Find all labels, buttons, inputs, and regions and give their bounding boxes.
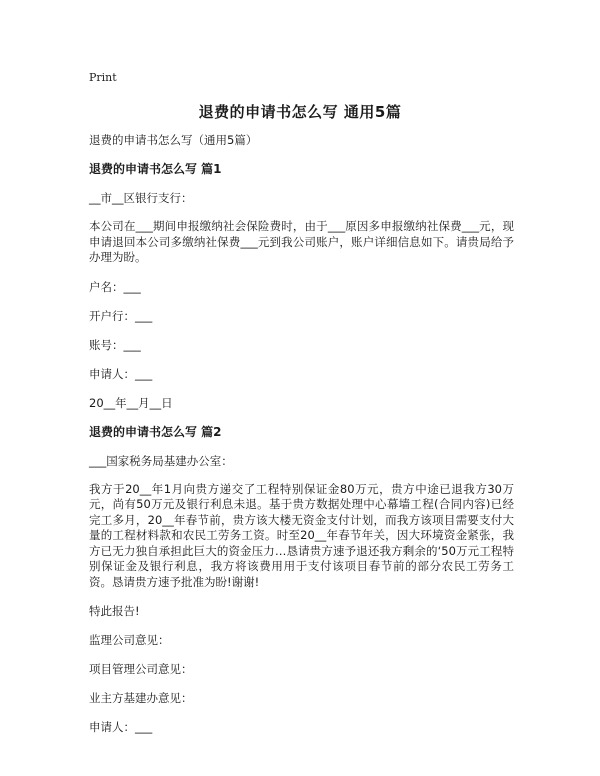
- section2-supervisor: 监理公司意见：: [89, 633, 170, 647]
- page-title: 退费的申请书怎么写 通用5篇: [198, 103, 402, 121]
- section2-addressee: ___国家税务局基建办公室：: [89, 453, 233, 468]
- document-subtitle: 退费的申请书怎么写（通用5篇）: [89, 133, 258, 147]
- section1-account-no: 账号：___: [89, 337, 141, 352]
- section2-pm: 项目管理公司意见：: [89, 662, 193, 676]
- section2-owner: 业主方基建办意见：: [89, 691, 193, 705]
- section1-account-name: 户名：___: [89, 279, 141, 294]
- section1-applicant: 申请人：___: [89, 366, 153, 381]
- section1-bank: 开户行：___: [89, 308, 153, 323]
- section1-heading: 退费的申请书怎么写 篇1: [89, 162, 222, 176]
- section1-addressee: __市__区银行支行：: [89, 191, 193, 205]
- section2-report: 特此报告!: [89, 604, 140, 618]
- section2-heading: 退费的申请书怎么写 篇2: [89, 424, 222, 439]
- section2-applicant: 申请人：___: [89, 720, 153, 734]
- print-label: Print: [89, 71, 117, 84]
- section2-body: 我方于20__年1月向贵方递交了工程特别保证金80万元，贵方中途已退我方30万元，尚有50万元及银行利息未退。基于贵方数据处理中心幕墙工程(合同内容)已经完工多月，20__年春节前，贵方该大楼无资金支付计划，而我方该项目需要支付大量的工程材料款和农民工劳务工资。时至20__年春节年关，因大环境资金紧张，我方已无力独自承担此巨大的资金压力…恳请贵方速予退还我方剩余的‘50万元工程特别保证金及银行利息，我方将该费用用于支付该项目春节前的部分农民工劳务工资。恳请贵方速予批准为盼!谢谢!: [89, 481, 514, 589]
- section1-body: 本公司在___期间申报缴纳社会保险费时，由于___原因多申报缴纳社保费___元，现申请退回本公司多缴纳社保费___元到我公司账户，账户详细信息如下。请贵局给予办理为盼。: [89, 219, 514, 264]
- section1-date: 20__年__月__日: [89, 395, 173, 410]
- document-body: [89, 132, 514, 735]
